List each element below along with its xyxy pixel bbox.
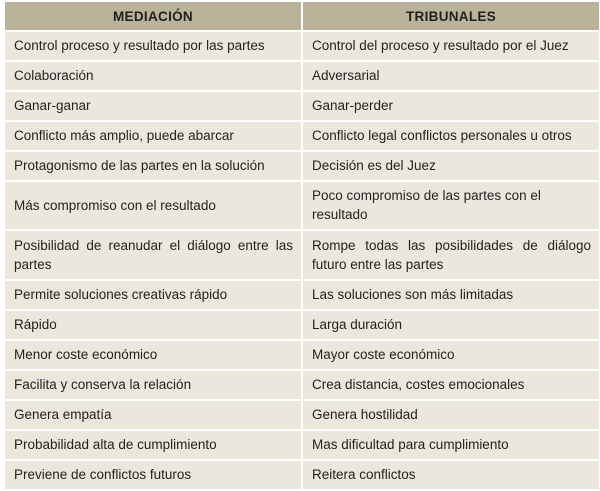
mediacion-cell: Facilita y conserva la relación <box>5 371 301 399</box>
tribunales-cell: Conflicto legal conflictos personales u otros <box>303 122 599 150</box>
mediacion-cell: Rápido <box>5 311 301 339</box>
header-tribunales: TRIBUNALES <box>303 2 599 30</box>
tribunales-cell: Adversarial <box>303 62 599 90</box>
tribunales-cell: Mas dificultad para cumplimiento <box>303 431 599 459</box>
table-row <box>5 461 599 489</box>
tribunales-cell: Reitera conflictos <box>303 461 599 489</box>
table-row <box>5 401 599 429</box>
mediacion-cell: Menor coste económico <box>5 341 301 369</box>
table-row <box>5 152 599 180</box>
mediacion-cell: Más compromiso con el resultado <box>5 182 301 229</box>
comparison-table <box>3 0 600 491</box>
mediacion-cell: Previene de conflictos futuros <box>5 461 301 489</box>
table-row <box>5 122 599 150</box>
table-row <box>5 231 599 279</box>
tribunales-cell: Ganar-perder <box>303 92 599 120</box>
tribunales-cell: Poco compromiso de las partes con el resultado <box>303 182 599 229</box>
table-row <box>5 341 599 369</box>
table-row <box>5 182 599 229</box>
mediacion-cell: Control proceso y resultado por las partes <box>5 32 301 60</box>
tribunales-cell: Mayor coste económico <box>303 341 599 369</box>
tribunales-cell: Las soluciones son más limitadas <box>303 281 599 309</box>
table-row <box>5 431 599 459</box>
mediacion-cell: Colaboración <box>5 62 301 90</box>
tribunales-cell: Larga duración <box>303 311 599 339</box>
tribunales-cell: Rompe todas las posibilidades de diálogo futuro entre las partes <box>303 231 599 279</box>
header-row <box>5 2 599 30</box>
mediacion-cell: Genera empatía <box>5 401 301 429</box>
tribunales-cell: Genera hostilidad <box>303 401 599 429</box>
table-row <box>5 311 599 339</box>
tribunales-cell: Decisión es del Juez <box>303 152 599 180</box>
mediacion-cell: Protagonismo de las partes en la solución <box>5 152 301 180</box>
mediacion-cell: Conflicto más amplio, puede abarcar <box>5 122 301 150</box>
comparison-table-container <box>3 0 597 486</box>
mediacion-cell: Probabilidad alta de cumplimiento <box>5 431 301 459</box>
tribunales-cell: Crea distancia, costes emocionales <box>303 371 599 399</box>
mediacion-cell: Posibilidad de reanudar el diálogo entre las partes <box>5 231 301 279</box>
table-row <box>5 62 599 90</box>
table-row <box>5 281 599 309</box>
table-row <box>5 92 599 120</box>
tribunales-cell: Control del proceso y resultado por el Juez <box>303 32 599 60</box>
table-row <box>5 32 599 60</box>
mediacion-cell: Permite soluciones creativas rápido <box>5 281 301 309</box>
mediacion-cell: Ganar-ganar <box>5 92 301 120</box>
table-row <box>5 371 599 399</box>
header-mediacion: MEDIACIÓN <box>5 2 301 30</box>
